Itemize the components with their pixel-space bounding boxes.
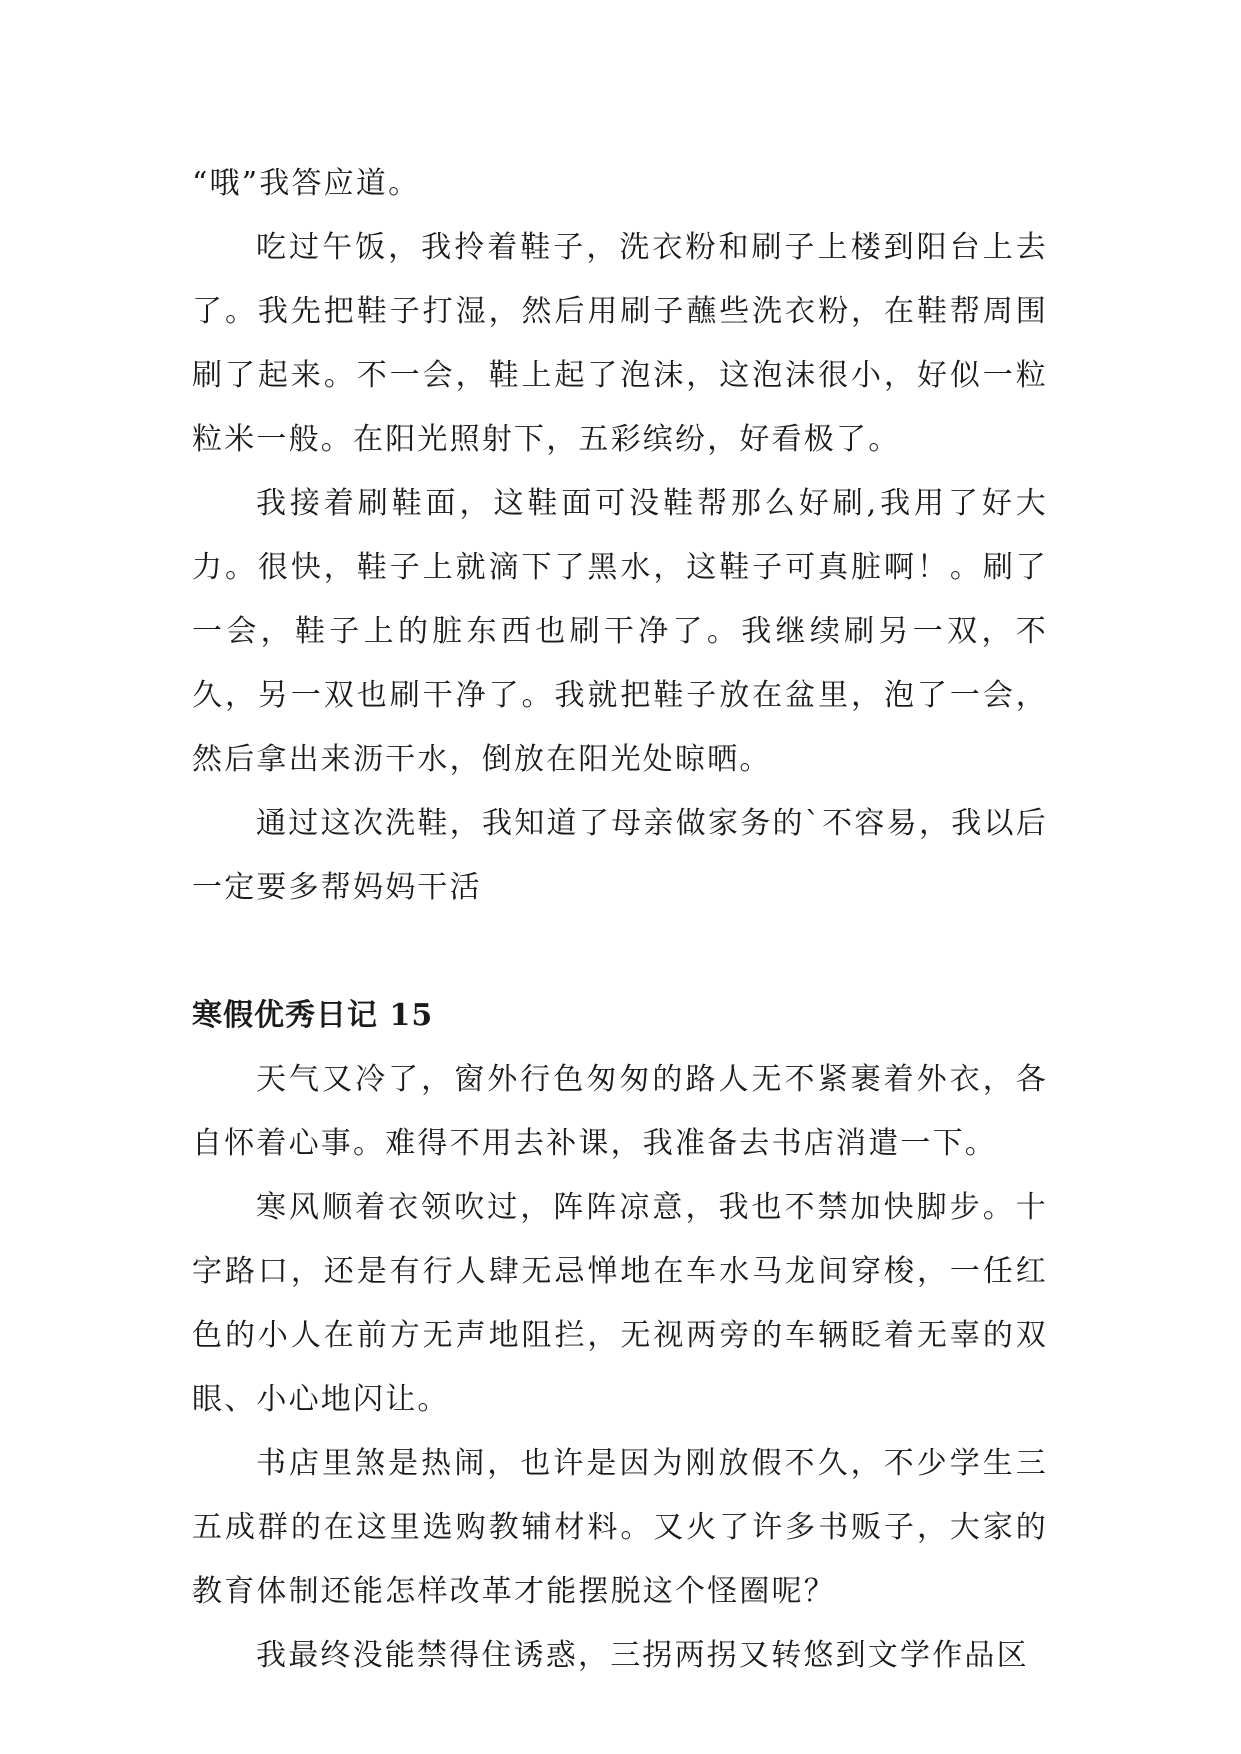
diary-title: 寒假优秀日记 15 [192,998,434,1033]
paragraph-bookstore: 书店里煞是热闹，也许是因为刚放假不久，不少学生三五成群的在这里选购教辅材料。又火了许多书贩子，大家的教育体制还能怎样改革才能摆脱这个怪圈呢？ [192,1446,1048,1609]
paragraph-literature-area: 我最终没能禁得住诱惑，三拐两拐又转悠到文学作品区 [256,1638,1029,1673]
paragraph-washing-shoes: 吃过午饭，我拎着鞋子，洗衣粉和刷子上楼到阳台上去了。我先把鞋子打湿，然后用刷子蘸些洗衣粉，在鞋帮周围刷了起来。不一会，鞋上起了泡沫，这泡沫很小，好似一粒粒米一般。在阳光照射下，五彩缤纷，好看极了。 [192,230,1048,457]
section-gap [192,920,1048,984]
document-page [192,152,1048,1688]
paragraph-shoe-surface: 我接着刷鞋面，这鞋面可没鞋帮那么好刷,我用了好大力。很快，鞋子上就滴下了黑水，这鞋子可真脏啊！。刷了一会，鞋子上的脏东西也刷干净了。我继续刷另一双，不久，另一双也刷干净了。我就把鞋子放在盆里，泡了一会，然后拿出来沥干水，倒放在阳光处晾晒。 [192,486,1048,777]
paragraph-crossroad: 寒风顺着衣领吹过，阵阵凉意，我也不禁加快脚步。十字路口，还是有行人肆无忌惮地在车水马龙间穿梭，一任红色的小人在前方无声地阻拦，无视两旁的车辆眨着无辜的双眼、小心地闪让。 [192,1190,1048,1417]
paragraph-conclusion: 通过这次洗鞋，我知道了母亲做家务的`不容易，我以后一定要多帮妈妈干活 [192,806,1048,905]
paragraph-cold-weather: 天气又冷了，窗外行色匆匆的路人无不紧裹着外衣，各自怀着心事。难得不用去补课，我准备去书店消遣一下。 [192,1062,1048,1161]
paragraph-reply: “哦”我答应道。 [192,166,421,201]
